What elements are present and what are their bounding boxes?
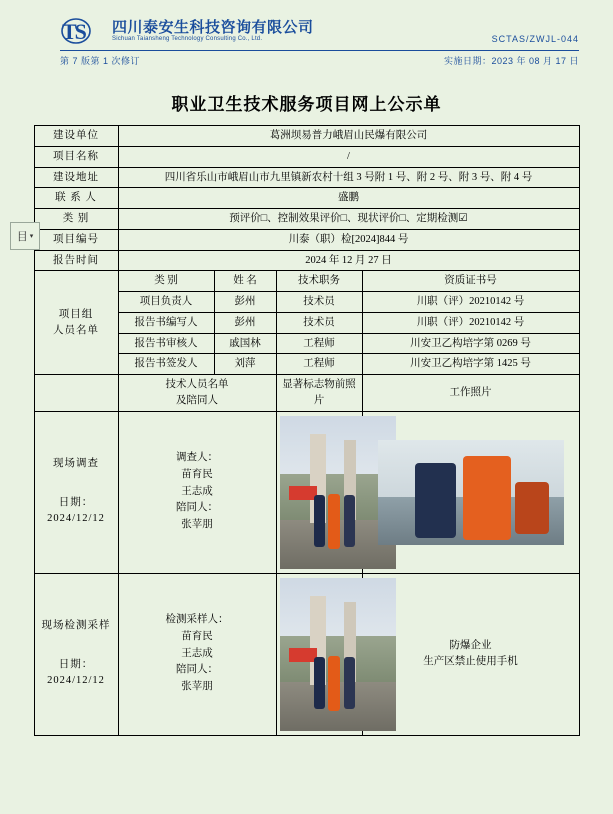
sampling-label	[34, 573, 118, 735]
sampling-accompany: 张苹朋	[181, 681, 213, 693]
chevron-down-icon: ▾	[29, 232, 34, 240]
team-role: 报告书签发人	[118, 354, 214, 375]
survey-person: 苗育民	[181, 468, 213, 480]
team-label-line2: 人员名单	[53, 324, 99, 336]
table-row	[34, 271, 579, 292]
sampling-date-value: 2024/12/12	[47, 675, 105, 687]
side-widget[interactable]	[10, 222, 40, 250]
category-label: 类 别	[34, 209, 118, 230]
main-table	[34, 125, 580, 736]
table-row	[34, 209, 579, 230]
table-row	[34, 229, 579, 250]
photo-header-work: 工作照片	[362, 375, 579, 412]
sampling-people	[118, 573, 276, 735]
sampling-date-label: 日期：	[58, 658, 94, 670]
team-name: 刘萍	[214, 354, 276, 375]
table-row	[34, 411, 579, 573]
team-header-role: 类 别	[118, 271, 214, 292]
team-name: 彭州	[214, 292, 276, 313]
team-role: 报告书审核人	[118, 333, 214, 354]
list-icon: 目	[16, 231, 28, 243]
team-label	[34, 271, 118, 375]
survey-work-photo	[378, 440, 564, 545]
address-label: 建设地址	[34, 167, 118, 188]
sampling-note-line2: 生产区禁止使用手机	[423, 656, 518, 667]
table-row	[34, 573, 579, 735]
team-duty: 工程师	[276, 354, 362, 375]
sampling-landmark-photo-cell	[276, 573, 362, 735]
company-name-en: Sichuan Taiansheng Technology Consulting Co., Ltd.	[112, 35, 263, 42]
company-logo-icon	[60, 16, 104, 46]
table-row	[34, 188, 579, 209]
team-duty: 技术员	[276, 312, 362, 333]
survey-label	[34, 411, 118, 573]
team-duty: 技术员	[276, 292, 362, 313]
project-no-value: 川泰（职）检[2024]844 号	[118, 229, 579, 250]
survey-people-title: 调查人：	[176, 452, 218, 463]
sampling-person: 王志成	[181, 647, 213, 659]
survey-people	[118, 411, 276, 573]
photo-header-blank	[34, 375, 118, 412]
photo-header-people-line1: 技术人员名单	[165, 379, 229, 390]
contact-label: 联 系 人	[34, 188, 118, 209]
unit-label: 建设单位	[34, 126, 118, 147]
company-name-cn: 四川泰安生科技咨询有限公司	[112, 18, 314, 36]
team-cert: 川职（评）20210142 号	[362, 292, 579, 313]
sampling-accompany-title: 陪同人：	[176, 664, 218, 676]
report-time-value: 2024 年 12 月 27 日	[118, 250, 579, 271]
sampling-label-title: 现场检测采样	[41, 619, 111, 631]
sampling-landmark-photo	[280, 578, 396, 731]
header-divider	[60, 50, 579, 51]
project-label: 项目名称	[34, 146, 118, 167]
page-title: 职业卫生技术服务项目网上公示单	[171, 95, 442, 114]
photo-header-people-line2: 及陪同人	[176, 394, 218, 406]
table-row	[34, 250, 579, 271]
survey-accompany: 张苹朋	[181, 519, 213, 531]
team-header-duty: 技术职务	[276, 271, 362, 292]
project-value: /	[118, 146, 579, 167]
team-duty: 工程师	[276, 333, 362, 354]
table-row	[34, 126, 579, 147]
contact-value: 盛鹏	[118, 188, 579, 209]
sampling-person: 苗育民	[181, 630, 213, 642]
address-value: 四川省乐山市峨眉山市九里镇新农村十组 3 号附 1 号、附 2 号、附 3 号、附 4 号	[118, 167, 579, 188]
table-row	[34, 375, 579, 412]
table-row	[34, 167, 579, 188]
survey-label-title: 现场调查	[53, 457, 99, 469]
report-time-label: 报告时间	[34, 250, 118, 271]
team-cert: 川安卫乙构培字第 0269 号	[362, 333, 579, 354]
survey-landmark-photo-cell	[276, 411, 362, 573]
team-label-line1: 项目组	[58, 308, 94, 320]
team-cert: 川职（评）20210142 号	[362, 312, 579, 333]
svg-text:TS: TS	[62, 19, 85, 44]
survey-person: 王志成	[181, 485, 213, 497]
effective-date: 实施日期：2023 年 08 月 17 日	[443, 56, 579, 66]
sampling-people-title: 检测采样人：	[165, 614, 229, 625]
team-cert: 川安卫乙构培字第 1425 号	[362, 354, 579, 375]
team-role: 报告书编写人	[118, 312, 214, 333]
category-value: 预评价□、控制效果评价□、现状评价□、定期检测☑	[118, 209, 579, 230]
team-header-name: 姓 名	[214, 271, 276, 292]
survey-date-value: 2024/12/12	[47, 513, 105, 525]
sampling-note-line1: 防爆企业	[449, 640, 492, 652]
team-header-cert: 资质证书号	[362, 271, 579, 292]
table-row	[34, 146, 579, 167]
team-role: 项目负责人	[118, 292, 214, 313]
survey-date-label: 日期：	[58, 496, 94, 508]
document-header	[60, 14, 579, 76]
team-name: 戚国林	[214, 333, 276, 354]
document-code: SCTAS/ZWJL-044	[491, 34, 579, 44]
survey-accompany-title: 陪同人：	[176, 502, 218, 514]
photo-header-landmark: 显著标志物前照片	[276, 375, 362, 412]
revision-info: 第 7 版第 1 次修订	[60, 56, 141, 66]
team-name: 彭州	[214, 312, 276, 333]
project-no-label: 项目编号	[34, 229, 118, 250]
photo-header-people	[118, 375, 276, 412]
unit-value: 葛洲坝易普力峨眉山民爆有限公司	[118, 126, 579, 147]
